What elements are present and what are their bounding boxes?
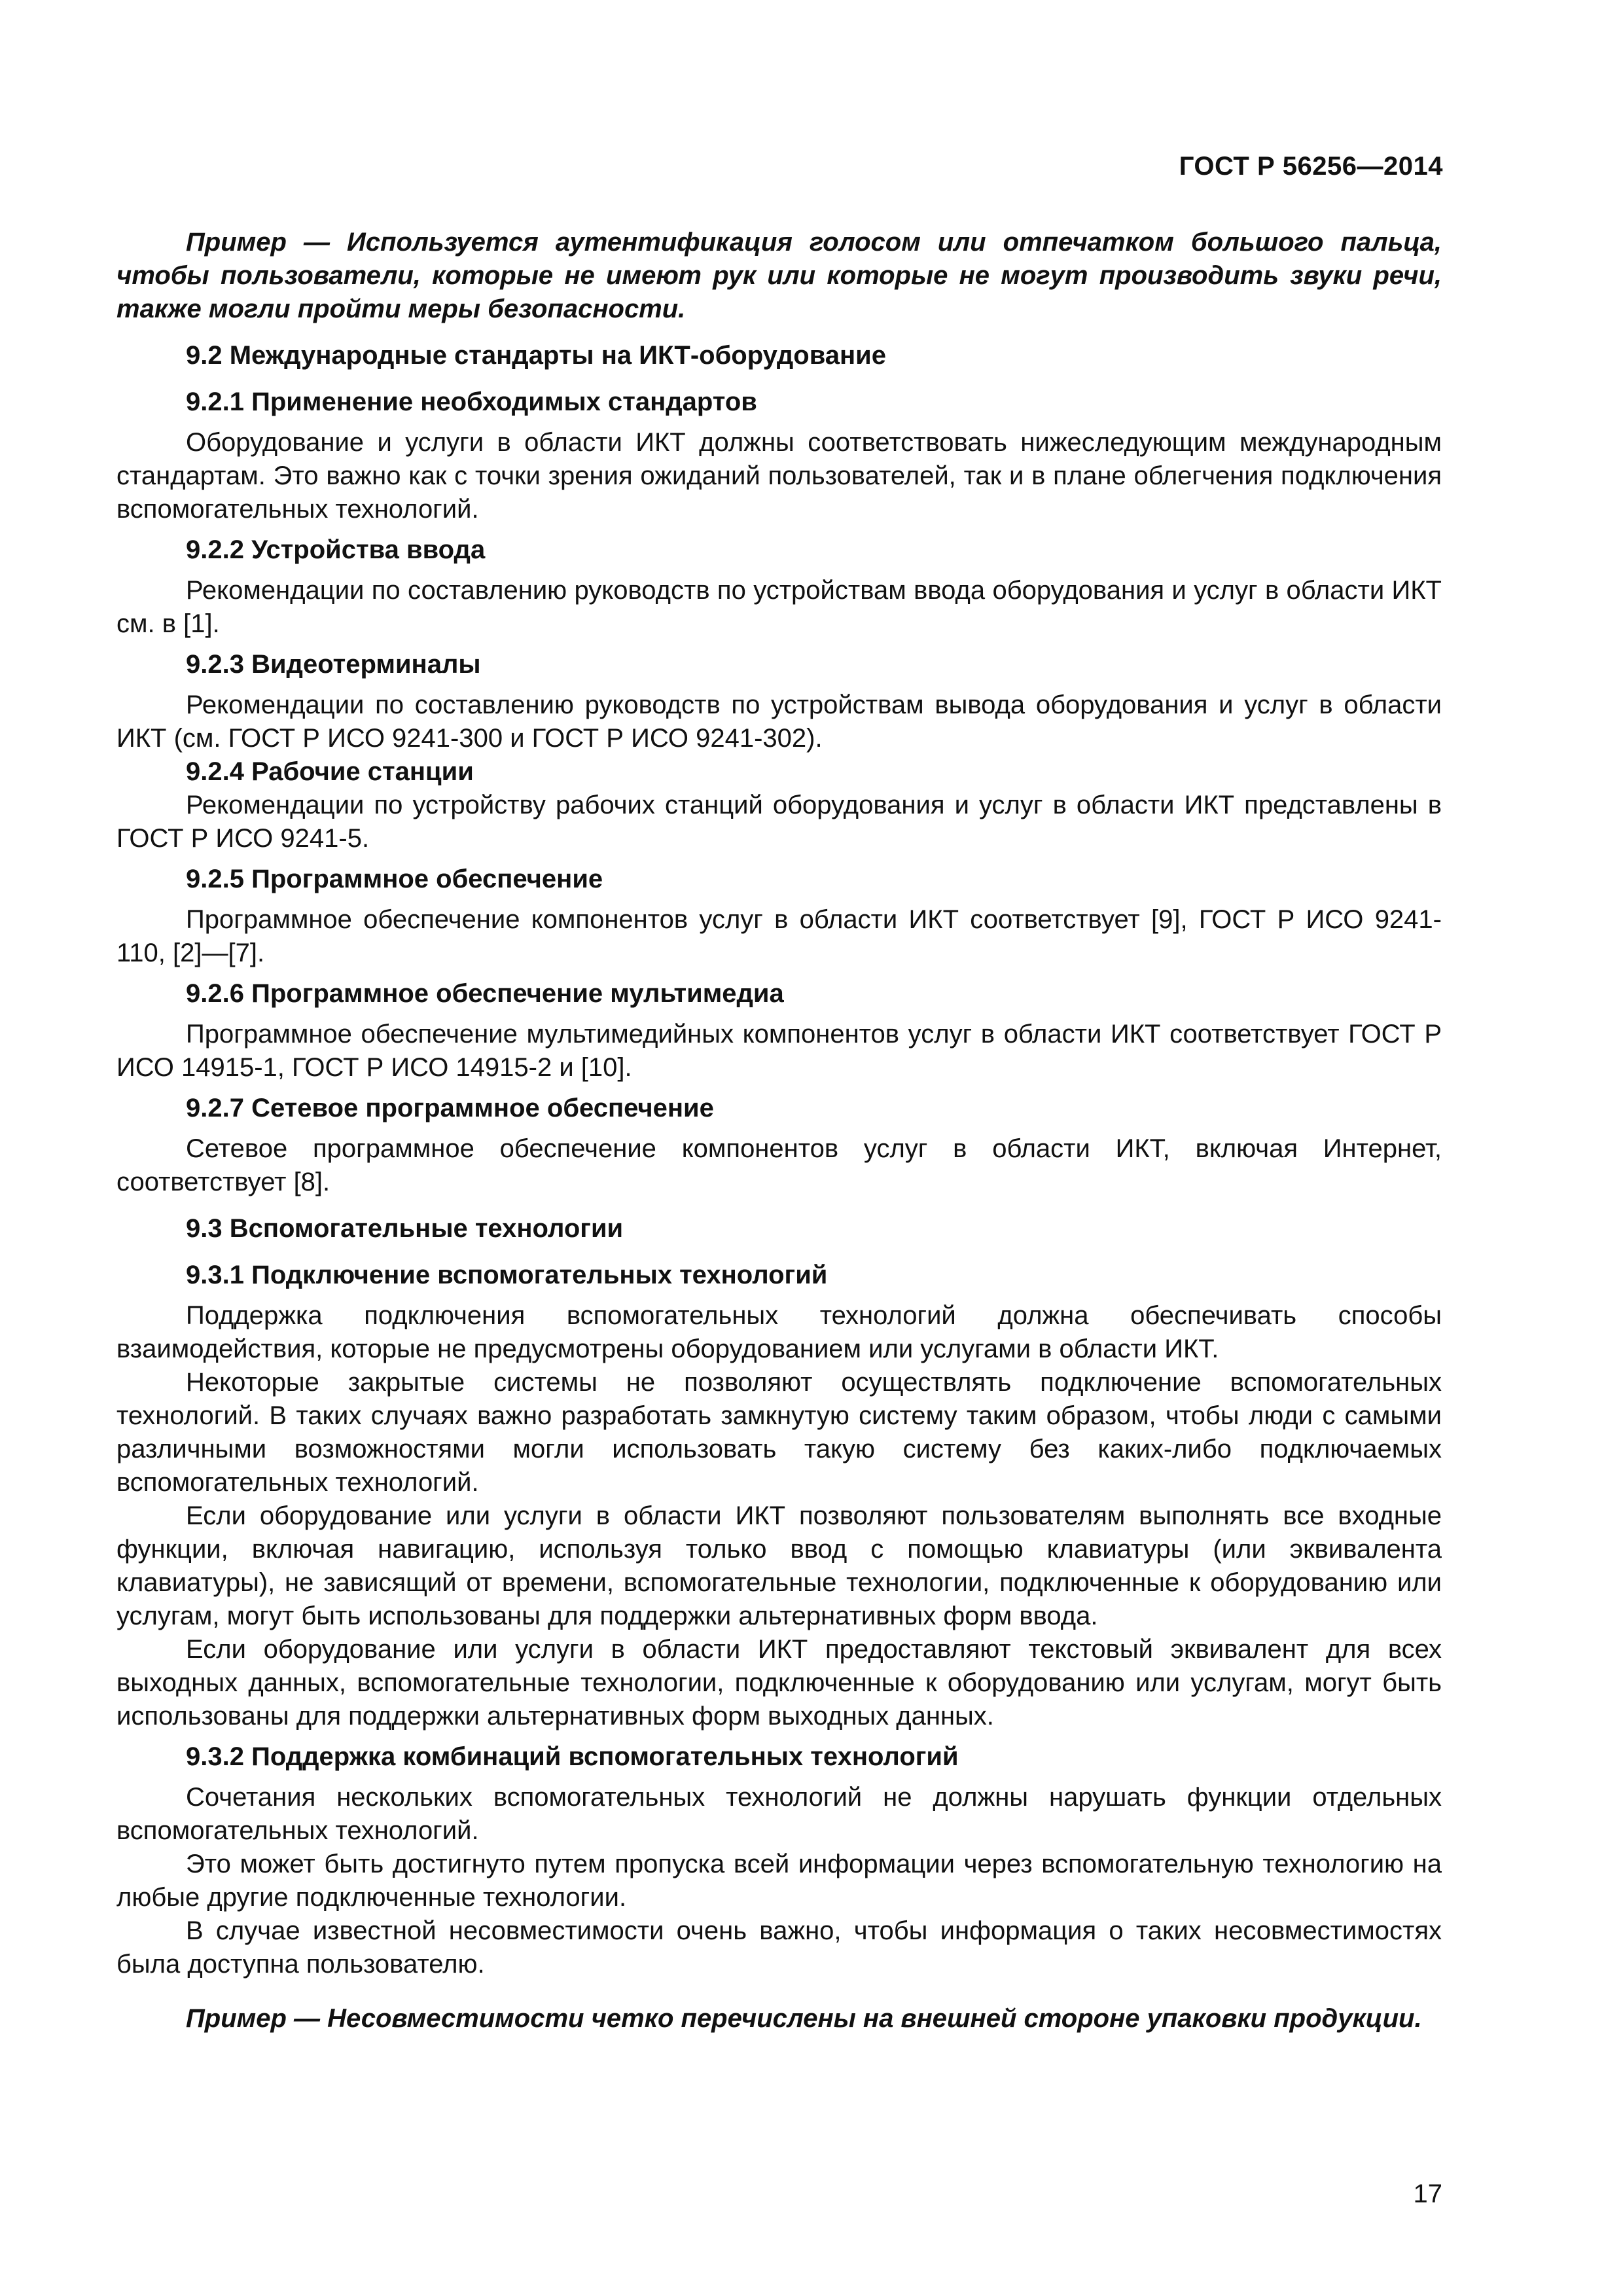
section-heading-9-2-1: 9.2.1 Применение необходимых стандартов [186,387,757,416]
section-text-9-2-5: Программное обеспечение компонентов услуг в области ИКТ соответствует [9], ГОСТ Р ИСО 9241-110, [2]—[7]. [116,905,1442,967]
example-note: Пример — Используется аутентификация голосом или отпечатком большого пальца, чтобы пользователи, которые не имеют рук или которые не могут производить звуки речи, также могли пройти меры безопасности. [116,228,1442,323]
section-heading-9-2-7: 9.2.7 Сетевое программное обеспечение [186,1094,714,1122]
paragraph: Если оборудование или услуги в области ИКТ предоставляют текстовый эквивалент для всех выходных данных, вспомогательные технологии, подключенные к оборудованию или услугам, могут быть использованы для поддержки альтернативных форм выходных данных. [116,1635,1442,1731]
section-heading-9-3-1: 9.3.1 Подключение вспомогательных технологий [186,1261,828,1289]
paragraph: Поддержка подключения вспомогательных технологий должна обеспечивать способы взаимодействия, которые не предусмотрены оборудованием или услугами в области ИКТ. [116,1301,1442,1363]
paragraph: Это может быть достигнуто путем пропуска всей информации через вспомогательную технологию на любые другие подключенные технологии. [116,1850,1442,1912]
document-code: ГОСТ Р 56256—2014 [1179,152,1443,181]
section-heading-9-3: 9.3 Вспомогательные технологии [186,1214,624,1243]
paragraph: Сочетания нескольких вспомогательных технологий не должны нарушать функции отдельных вспомогательных технологий. [116,1783,1442,1845]
section-heading-9-2-5: 9.2.5 Программное обеспечение [186,865,603,893]
section-text-9-2-7: Сетевое программное обеспечение компонентов услуг в области ИКТ, включая Интернет, соответствует [8]. [116,1134,1442,1196]
section-text-9-2-6: Программное обеспечение мультимедийных компонентов услуг в области ИКТ соответствует ГОСТ Р ИСО 14915-1, ГОСТ Р ИСО 14915-2 и [10]. [116,1020,1442,1082]
page-content [116,226,1442,2036]
section-text-9-2-2: Рекомендации по составлению руководств по устройствам ввода оборудования и услуг в области ИКТ см. в [1]. [116,576,1442,638]
page-number: 17 [1413,2179,1442,2208]
section-text-9-2-4: Рекомендации по устройству рабочих станций оборудования и услуг в области ИКТ представлены в ГОСТ Р ИСО 9241-5. [116,791,1442,853]
section-heading-9-2-2: 9.2.2 Устройства ввода [186,535,486,564]
paragraph: В случае известной несовместимости очень важно, чтобы информация о таких несовместимостях была доступна пользователю. [116,1916,1442,1979]
section-heading-9-2-6: 9.2.6 Программное обеспечение мультимедиа [186,979,784,1008]
paragraph: Если оборудование или услуги в области ИКТ позволяют пользователям выполнять все входные функции, включая навигацию, используя только ввод с помощью клавиатуры (или эквивалента клавиатуры), не зависящий от времени, вспомогательные технологии, подключенные к оборудованию или услугам, могут быть использованы для поддержки альтернативных форм ввода. [116,1501,1442,1630]
section-text-9-2-3: Рекомендации по составлению руководств по устройствам вывода оборудования и услуг в области ИКТ (см. ГОСТ Р ИСО 9241-300 и ГОСТ Р ИСО 9241-302). [116,691,1442,753]
section-heading-9-2-3: 9.2.3 Видеотерминалы [186,650,481,679]
section-heading-9-3-2: 9.3.2 Поддержка комбинаций вспомогательных технологий [186,1742,959,1771]
section-heading-9-2-4: 9.2.4 Рабочие станции [186,757,474,786]
paragraph: Некоторые закрытые системы не позволяют осуществлять подключение вспомогательных технологий. В таких случаях важно разработать замкнутую систему таким образом, чтобы люди с самыми различными возможностями могли использовать такую систему без каких-либо подключаемых вспомогательных технологий. [116,1368,1442,1497]
example-note: Пример — Несовместимости четко перечислены на внешней стороне упаковки продукции. [186,2004,1422,2033]
section-text-9-2-1: Оборудование и услуги в области ИКТ должны соответствовать нижеследующим международным стандартам. Это важно как с точки зрения ожиданий пользователей, так и в плане облегчения подключения вспомогательных технологий. [116,428,1442,524]
section-heading-9-2: 9.2 Международные стандарты на ИКТ-оборудование [186,341,886,370]
